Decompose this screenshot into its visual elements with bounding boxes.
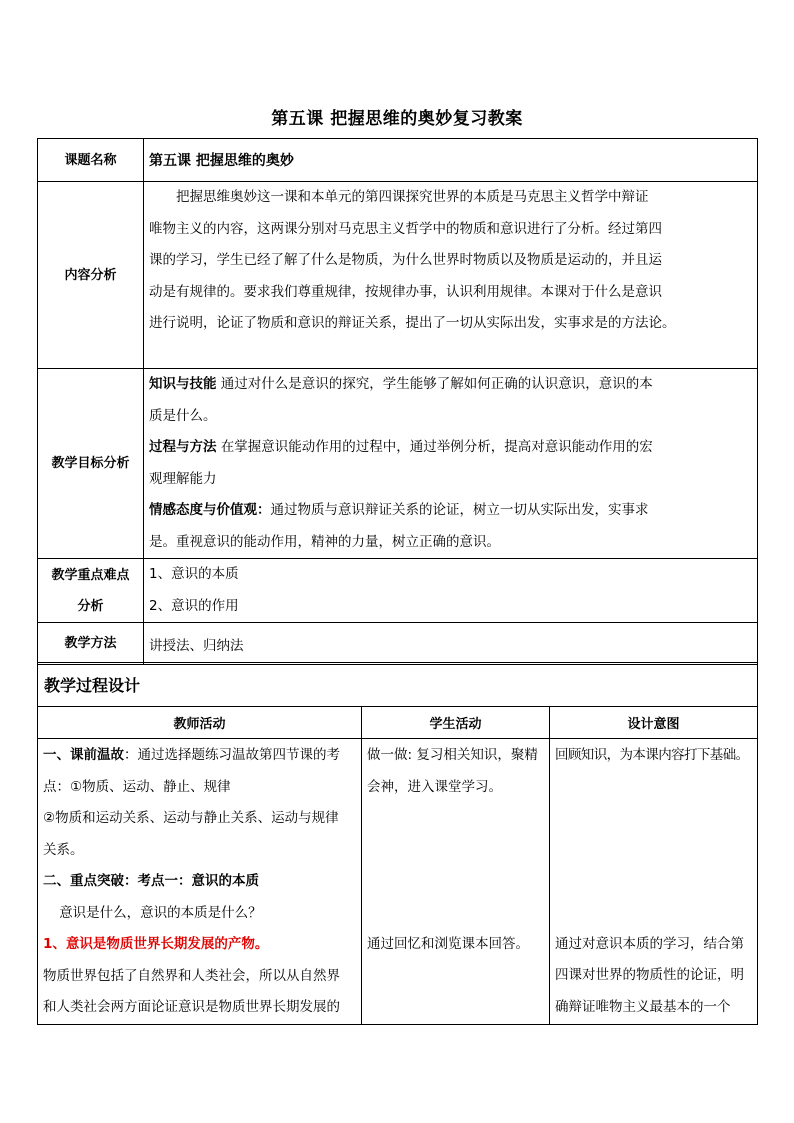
- goal-knowledge-text: 通过对什么是意识的探究，学生能够了解如何正确的认识意识，意识的本: [216, 376, 653, 392]
- teacher-question: 意识是什么，意识的本质是什么？: [59, 904, 262, 921]
- key-item: 2、意识的作用: [149, 597, 239, 614]
- teaching-goals: [144, 369, 758, 559]
- document-title: 第五课 把握思维的奥妙复习教案: [271, 109, 523, 129]
- goal-process-title: 过程与方法: [149, 439, 217, 455]
- teacher-line: 关系。: [43, 841, 84, 858]
- col-teacher-header: 教师活动: [38, 707, 362, 739]
- purpose-line: 四课对世界的物质性的论证，明: [555, 967, 744, 983]
- goals-row: [38, 369, 758, 559]
- teacher-line: ②物质和运动关系、运动与静止关系、运动与规律: [43, 810, 339, 826]
- review-text: ：通过选择题练习温故第四节课的考: [124, 747, 340, 763]
- col-student-header: 学生活动: [362, 707, 550, 739]
- goal-emotion-title: 情感态度与价值观：: [149, 502, 271, 518]
- key-points-label: [38, 559, 144, 623]
- goal-knowledge-title: 知识与技能: [149, 376, 217, 392]
- key-label-line: 教学重点难点: [51, 567, 130, 583]
- topic-value: 第五课 把握思维的奥妙: [144, 139, 758, 182]
- content-line: 唯物主义的内容，这两课分别对马克思主义哲学中的物质和意识进行了分析。经过第四: [149, 220, 662, 237]
- content-line: 进行说明，论证了物质和意识的辩证关系，提出了一切从实际出发，实事求是的方法论。: [149, 315, 676, 331]
- content-label: 内容分析: [38, 182, 144, 369]
- process-header-row: [38, 707, 758, 739]
- process-content-row: [38, 739, 758, 1025]
- content-line: 动是有规律的。要求我们尊重规律，按规律办事，认识利用规律。本课对于什么是意识: [149, 283, 662, 300]
- key-item: 1、意识的本质: [149, 566, 239, 582]
- goal-process-text-2: 观理解能力: [149, 470, 217, 487]
- purpose-line: 确辩证唯物主义最基本的一个: [555, 998, 731, 1015]
- student-line: 做一做: 复习相关知识，聚精: [367, 747, 538, 763]
- purpose-line: 回顾知识，为本课内容打下基础。: [555, 747, 749, 763]
- method-label: 教学方法: [38, 623, 144, 665]
- key-label-line: 分析: [77, 598, 104, 614]
- purpose-line: 通过对意识本质的学习，结合第: [555, 935, 744, 952]
- key-points-row: [38, 559, 758, 623]
- process-section-title: 教学过程设计: [38, 663, 758, 707]
- design-purpose: [550, 739, 758, 1025]
- red-point: 1、意识是物质世界长期发展的产物。: [43, 936, 269, 952]
- student-line: 会神，进入课堂学习。: [367, 778, 502, 795]
- process-title-row: [38, 663, 758, 707]
- teaching-process-table: [37, 662, 758, 1025]
- method-value: 讲授法、归纳法: [144, 623, 758, 665]
- topic-row: [38, 139, 758, 182]
- goal-emotion-text-2: 是。重视意识的能动作用，精神的力量，树立正确的意识。: [149, 533, 500, 550]
- teacher-line: 点：①物质、运动、静止、规律: [43, 778, 231, 795]
- goal-knowledge-text-2: 质是什么。: [149, 407, 217, 424]
- lesson-info-table: [37, 138, 758, 665]
- content-analysis: [144, 182, 758, 369]
- topic-label: 课题名称: [38, 139, 144, 182]
- goal-emotion-text: 通过物质与意识辩证关系的论证，树立一切从实际出发，实事求: [270, 502, 649, 518]
- method-row: [38, 623, 758, 665]
- goal-process-text: 在掌握意识能动作用的过程中，通过举例分析，提高对意识能动作用的宏: [216, 439, 653, 455]
- key-breakthrough-heading: 二、重点突破：考点一：意识的本质: [43, 873, 259, 889]
- student-activity: [362, 739, 550, 1025]
- content-row: [38, 182, 758, 369]
- key-points: [144, 559, 758, 623]
- content-line: 课的学习，学生已经了解了什么是物质，为什么世界时物质以及物质是运动的，并且运: [149, 252, 662, 268]
- goals-label: 教学目标分析: [38, 369, 144, 559]
- teacher-activity: [38, 739, 362, 1025]
- content-line: 把握思维奥妙这一课和本单元的第四课探究世界的本质是马克思主义哲学中辩证: [176, 189, 649, 205]
- teacher-line: 和人类社会两方面论证意识是物质世界长期发展的: [43, 999, 340, 1015]
- student-line: 通过回忆和浏览课本回答。: [367, 936, 529, 952]
- col-purpose-header: 设计意图: [550, 707, 758, 739]
- review-heading: 一、课前温故: [43, 747, 124, 763]
- teacher-line: 物质世界包括了自然界和人类社会，所以从自然界: [43, 967, 340, 984]
